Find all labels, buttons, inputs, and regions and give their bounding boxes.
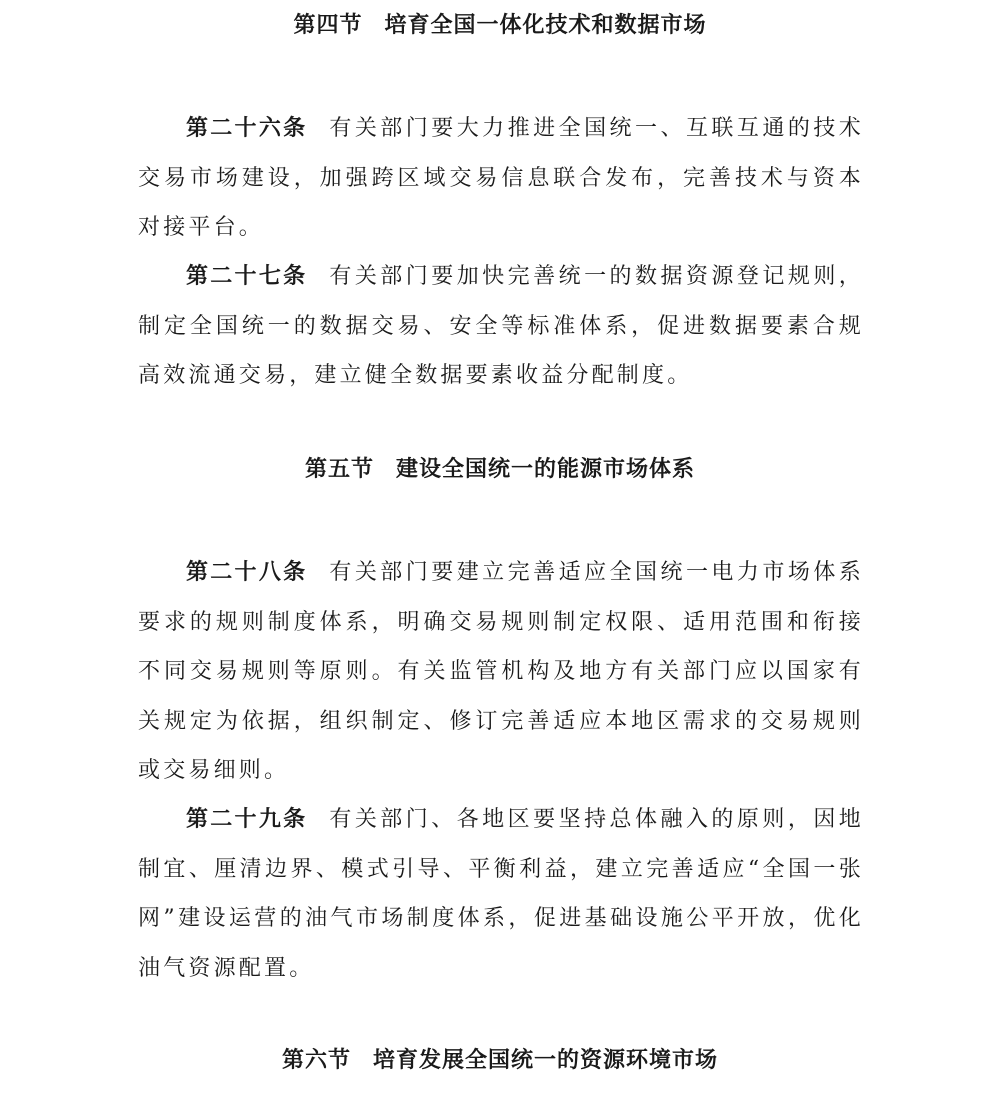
section-number: 第五节 — [304, 457, 374, 482]
article-text: 有关部门、各地区要坚持总体融入的原则，因地制宜、厘清边界、模式引导、平衡利益，建立完善适应“全国一张网”建设运营的油气市场制度体系，促进基础设施公平开放，优化油气资源配置。 — [138, 807, 864, 981]
article-text: 有关部门要加快完善统一的数据资源登记规则，制定全国统一的数据交易、安全等标准体系，促进数据要素合规高效流通交易，建立健全数据要素收益分配制度。 — [138, 264, 864, 388]
article-text: 有关部门要建立完善适应全国统一电力市场体系要求的规则制度体系，明确交易规则制定权限、适用范围和衔接不同交易规则等原则。有关监管机构及地方有关部门应以国家有关规定为依据，组织制定、修订完善适应本地区需求的交易规则或交易细则。 — [138, 560, 864, 783]
section-title: 建设全国统一的能源市场体系 — [396, 457, 696, 482]
article-number: 第二十七条 — [186, 264, 308, 289]
article-number: 第二十六条 — [186, 116, 308, 141]
article-27 — [138, 252, 864, 401]
article-text: 有关部门要大力推进全国统一、互联互通的技术交易市场建设，加强跨区域交易信息联合发布，完善技术与资本对接平台。 — [138, 116, 864, 240]
article-number: 第二十八条 — [186, 560, 308, 585]
section-title: 培育全国一体化技术和数据市场 — [384, 13, 707, 38]
section-title: 培育发展全国统一的资源环境市场 — [373, 1048, 719, 1073]
section-heading-4 — [0, 11, 1000, 41]
section-number: 第四节 — [293, 13, 363, 38]
section-heading-6 — [0, 1046, 1000, 1076]
section-heading-5 — [0, 455, 1000, 485]
section-number: 第六节 — [281, 1048, 351, 1073]
article-26 — [138, 104, 864, 253]
article-29 — [138, 795, 864, 993]
article-28 — [138, 548, 864, 796]
article-number: 第二十九条 — [186, 807, 308, 832]
